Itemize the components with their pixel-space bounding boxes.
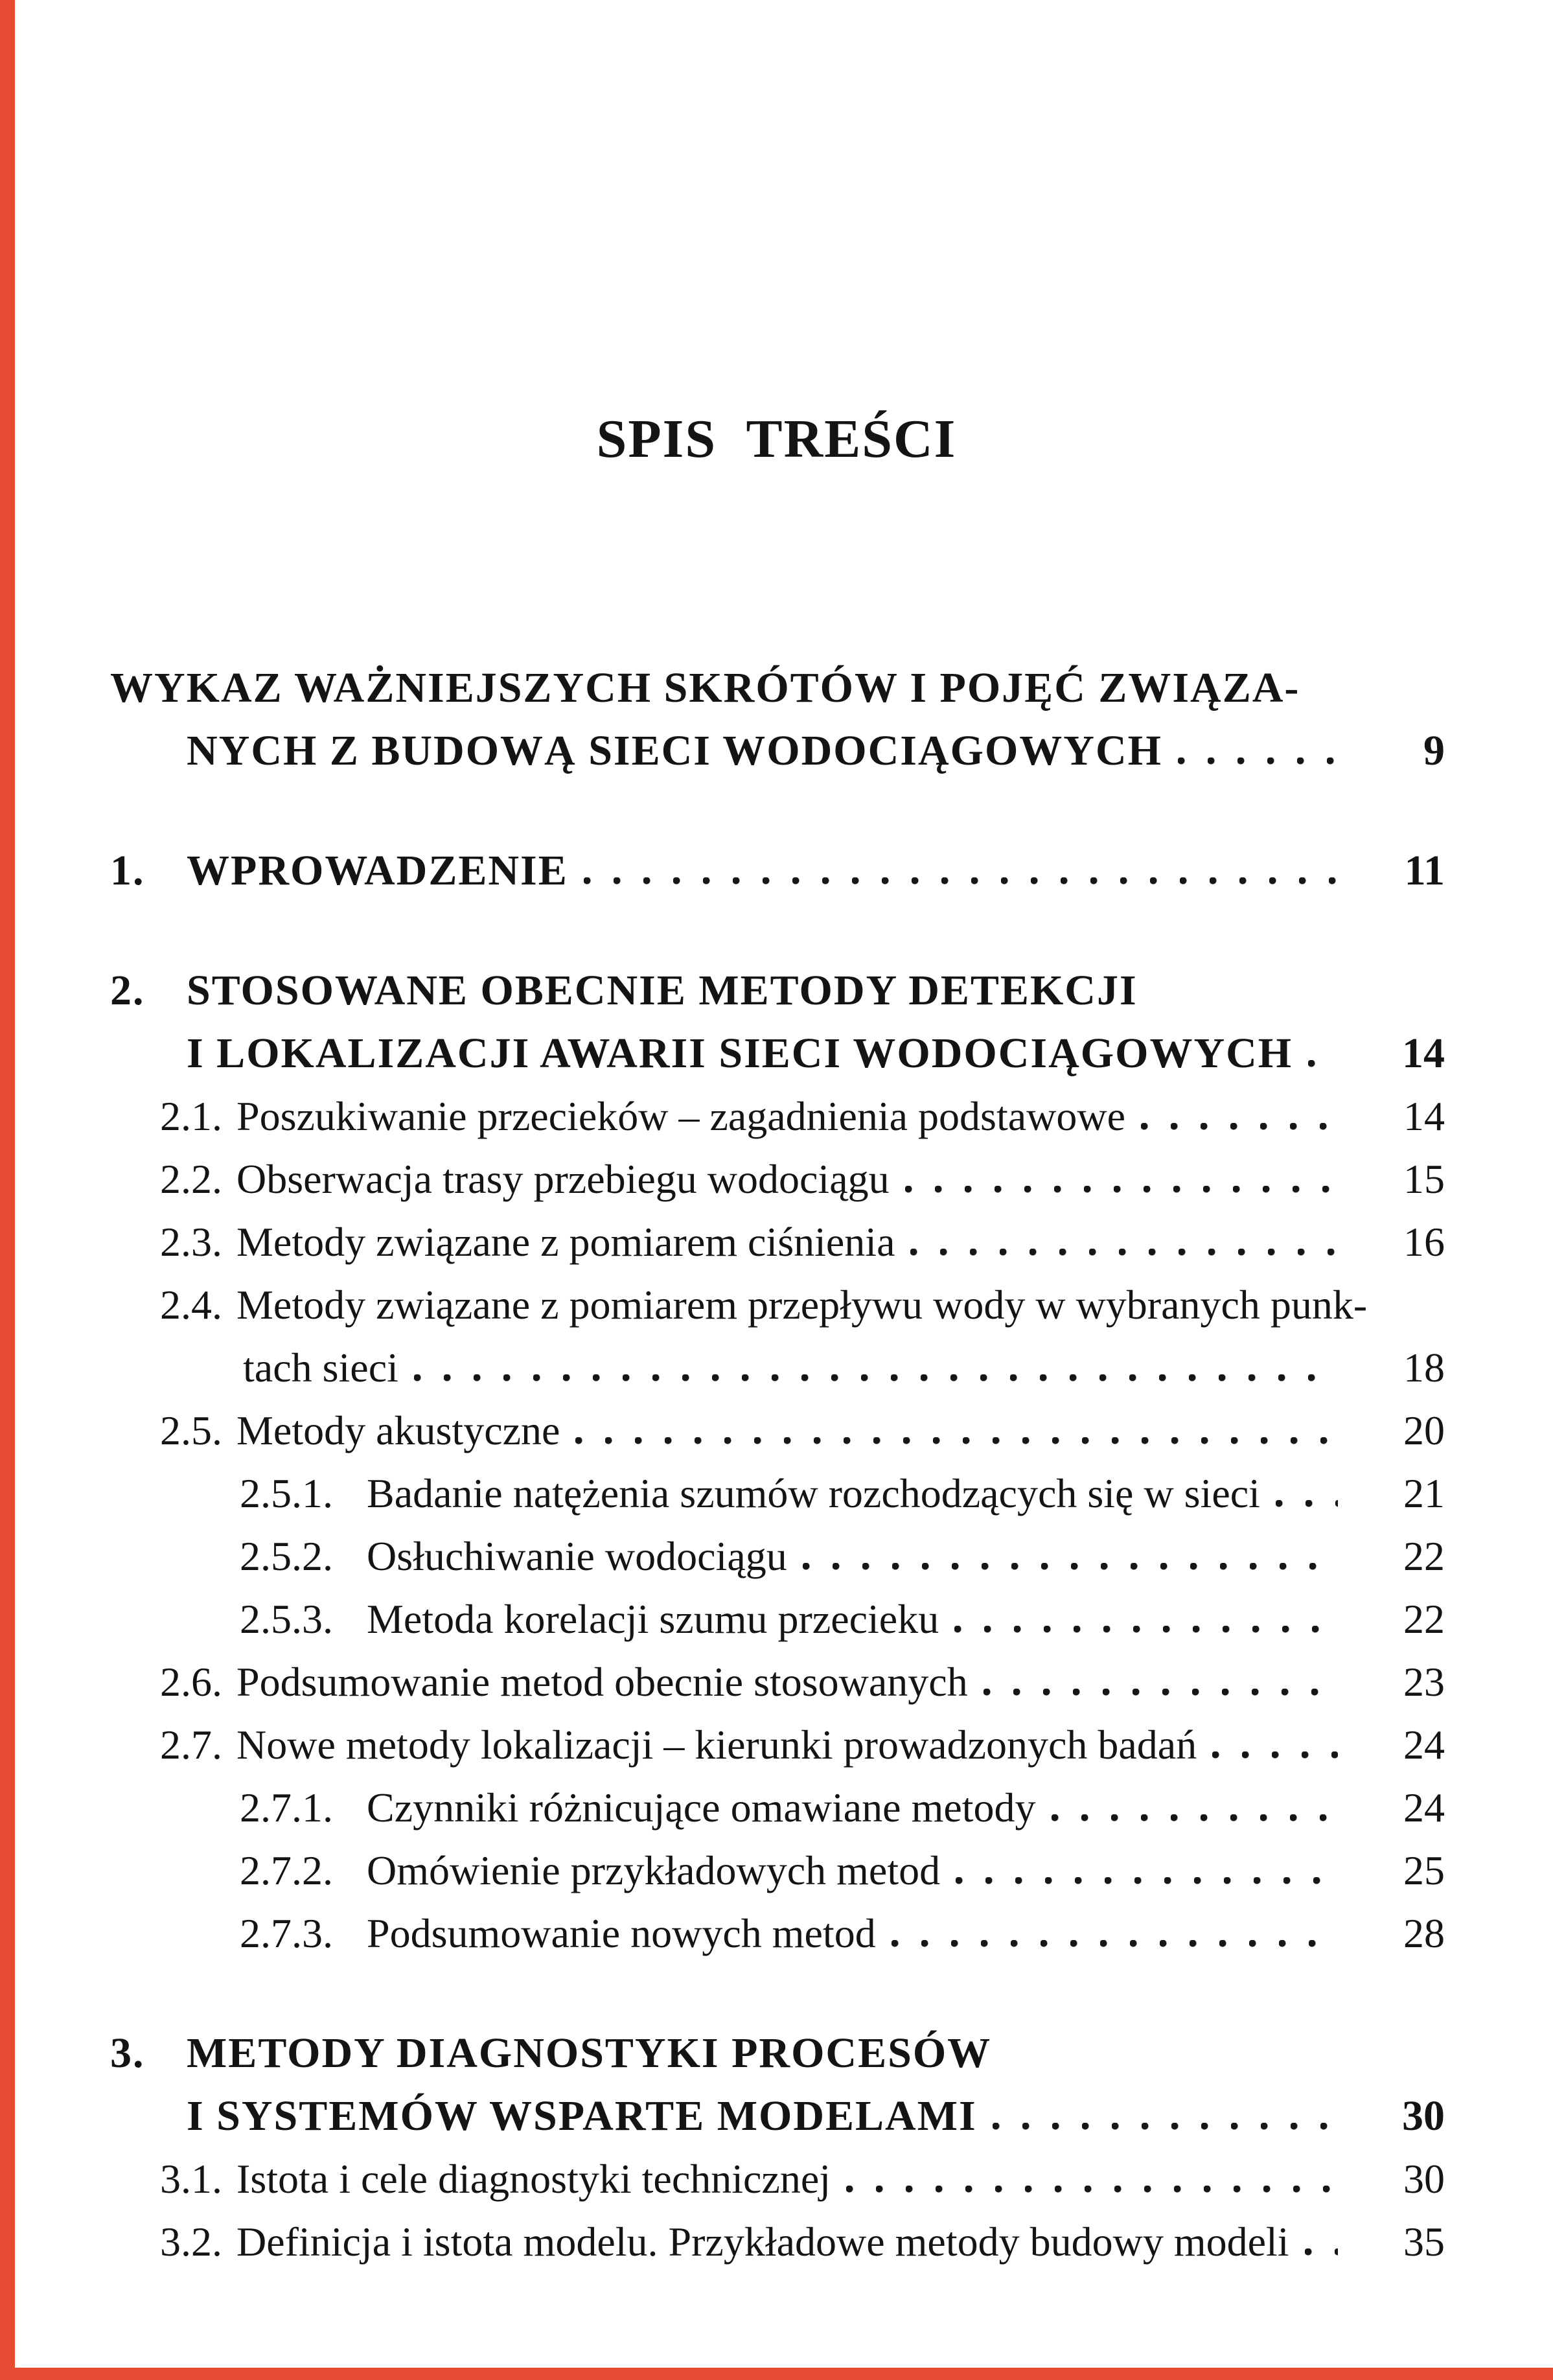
toc-entry-number: 2.1. (160, 1093, 222, 1139)
dotted-leader (905, 1186, 1338, 1193)
dotted-leader (1052, 1814, 1338, 1821)
toc-row (110, 1462, 1445, 1525)
toc-row (110, 2147, 1445, 2210)
page-number: 20 (1403, 1407, 1445, 1453)
page-number: 25 (1403, 1847, 1445, 1893)
toc-entry-number: 2.7. (160, 1722, 222, 1768)
dotted-leader (892, 1940, 1338, 1947)
toc-entry-label: Badanie natężenia szumów rozchodzących się w sieci (367, 1470, 1260, 1516)
toc-entry-label: Poszukiwanie przecieków – zagadnienia podstawowe (236, 1093, 1125, 1139)
toc-row (110, 656, 1445, 719)
toc-row (110, 1210, 1445, 1273)
page-number: 28 (1403, 1910, 1445, 1956)
toc-entry-number: 3.1. (160, 2156, 222, 2202)
page-number: 23 (1403, 1659, 1445, 1705)
toc-entry-label: Metody związane z pomiarem przepływu wody w wybranych punk- (236, 1282, 1368, 1328)
toc-row (110, 1336, 1445, 1399)
toc-entry-number: 2.7.1. (240, 1785, 333, 1831)
toc-row (110, 2022, 1445, 2085)
toc-entry-number: 2.3. (160, 1219, 222, 1265)
toc-entry-label: Podsumowanie metod obecnie stosowanych (236, 1659, 968, 1705)
toc-row (110, 1148, 1445, 1210)
toc-row (110, 1776, 1445, 1839)
page-number: 18 (1403, 1345, 1445, 1391)
toc-entry-label: Osłuchiwanie wodociągu (367, 1533, 787, 1579)
toc-entry-label: WPROWADZENIE (187, 847, 568, 894)
page-number: 22 (1403, 1533, 1445, 1579)
dotted-leader (584, 877, 1338, 884)
dotted-leader (1212, 1751, 1338, 1759)
page-number: 21 (1403, 1470, 1445, 1516)
toc-entry-number: 2.5.2. (240, 1533, 333, 1579)
page-number: 30 (1403, 2156, 1445, 2202)
toc-row (110, 1588, 1445, 1650)
toc-entry-label: Metody akustyczne (236, 1407, 560, 1453)
bottom-scan-edge-artifact (0, 2368, 1553, 2380)
dotted-leader (954, 1626, 1338, 1633)
toc-entry-label: Obserwacja trasy przebiegu wodociągu (236, 1156, 890, 1202)
page-number: 24 (1403, 1722, 1445, 1768)
toc-entry-label: Nowe metody lokalizacji – kierunki prowadzonych badań (236, 1722, 1197, 1768)
toc-entry-label: Definicja i istota modelu. Przykładowe metody budowy modeli (236, 2219, 1289, 2265)
dotted-leader (803, 1563, 1338, 1570)
toc-entry-number: 2.2. (160, 1156, 222, 1202)
toc-entry-number: 2.7.2. (240, 1847, 333, 1893)
toc-entry-label: I LOKALIZACJI AWARII SIECI WODOCIĄGOWYCH (187, 1030, 1293, 1077)
toc-entry-number: 3. (110, 2029, 145, 2077)
toc-entry-label: STOSOWANE OBECNIE METODY DETEKCJI (187, 967, 1138, 1014)
toc-row (110, 1525, 1445, 1588)
dotted-leader (910, 1249, 1338, 1256)
dotted-leader (1308, 1060, 1338, 1067)
toc-row (110, 1022, 1445, 1085)
toc-entry-label: tach sieci (243, 1345, 398, 1391)
page-number: 22 (1403, 1596, 1445, 1642)
toc-row (110, 959, 1445, 1022)
toc-entry-number: 3.2. (160, 2219, 222, 2265)
page-number: 30 (1402, 2092, 1445, 2140)
page-number: 16 (1403, 1219, 1445, 1265)
page-title: SPIS TREŚCI (596, 409, 957, 469)
toc-entry-number: 1. (110, 847, 145, 894)
dotted-leader (1276, 1500, 1338, 1507)
dotted-leader (956, 1877, 1338, 1884)
dotted-leader (1178, 757, 1338, 765)
toc-entry-label: Podsumowanie nowych metod (367, 1910, 876, 1956)
page-number: 15 (1403, 1156, 1445, 1202)
dotted-leader (993, 2123, 1338, 2130)
toc-row (110, 1839, 1445, 1902)
toc-entry-label: Metody związane z pomiarem ciśnienia (236, 1219, 895, 1265)
toc-entry-number: 2.6. (160, 1659, 222, 1705)
page-number: 24 (1403, 1785, 1445, 1831)
dotted-leader (575, 1437, 1338, 1444)
dotted-leader (1141, 1123, 1338, 1130)
toc-entry-label: Istota i cele diagnostyki technicznej (236, 2156, 831, 2202)
toc-entry-number: 2. (110, 967, 145, 1014)
toc-entry-label: Omówienie przykładowych metod (367, 1847, 941, 1893)
left-scan-edge-artifact (0, 0, 15, 2380)
dotted-leader (846, 2186, 1338, 2193)
toc-entry-number: 2.5.1. (240, 1470, 333, 1516)
toc-row (110, 1399, 1445, 1462)
toc-entry-label: I SYSTEMÓW WSPARTE MODELAMI (187, 2092, 977, 2140)
toc-row (110, 1273, 1445, 1336)
page-number: 11 (1404, 847, 1445, 894)
toc-row (110, 1902, 1445, 1965)
toc-entry-label: Metoda korelacji szumu przecieku (367, 1596, 939, 1642)
page-number: 14 (1403, 1093, 1445, 1139)
page-number: 35 (1403, 2219, 1445, 2265)
toc-entry-number: 2.5. (160, 1407, 222, 1453)
toc-entry-label: NYCH Z BUDOWĄ SIECI WODOCIĄGOWYCH (187, 727, 1162, 774)
toc-row (110, 2210, 1445, 2273)
dotted-leader (1305, 2248, 1338, 2256)
toc-entry-number: 2.5.3. (240, 1596, 333, 1642)
page-number: 9 (1423, 727, 1445, 774)
toc-entry-number: 2.7.3. (240, 1910, 333, 1956)
toc-entry-label: METODY DIAGNOSTYKI PROCESÓW (187, 2029, 992, 2077)
toc-row (110, 1713, 1445, 1776)
toc-list (110, 656, 1445, 2273)
toc-row (110, 719, 1445, 782)
toc-entry-label: Czynniki różnicujące omawiane metody (367, 1785, 1036, 1831)
dotted-leader (984, 1689, 1338, 1696)
toc-row (110, 839, 1445, 902)
toc-entry-label: WYKAZ WAŻNIEJSZYCH SKRÓTÓW I POJĘĆ ZWIĄZA- (110, 664, 1300, 711)
toc-entry-number: 2.4. (160, 1282, 222, 1328)
toc-row (110, 1085, 1445, 1148)
dotted-leader (414, 1374, 1338, 1381)
toc-row (110, 1650, 1445, 1713)
page-number: 14 (1402, 1030, 1445, 1077)
toc-row (110, 2085, 1445, 2147)
